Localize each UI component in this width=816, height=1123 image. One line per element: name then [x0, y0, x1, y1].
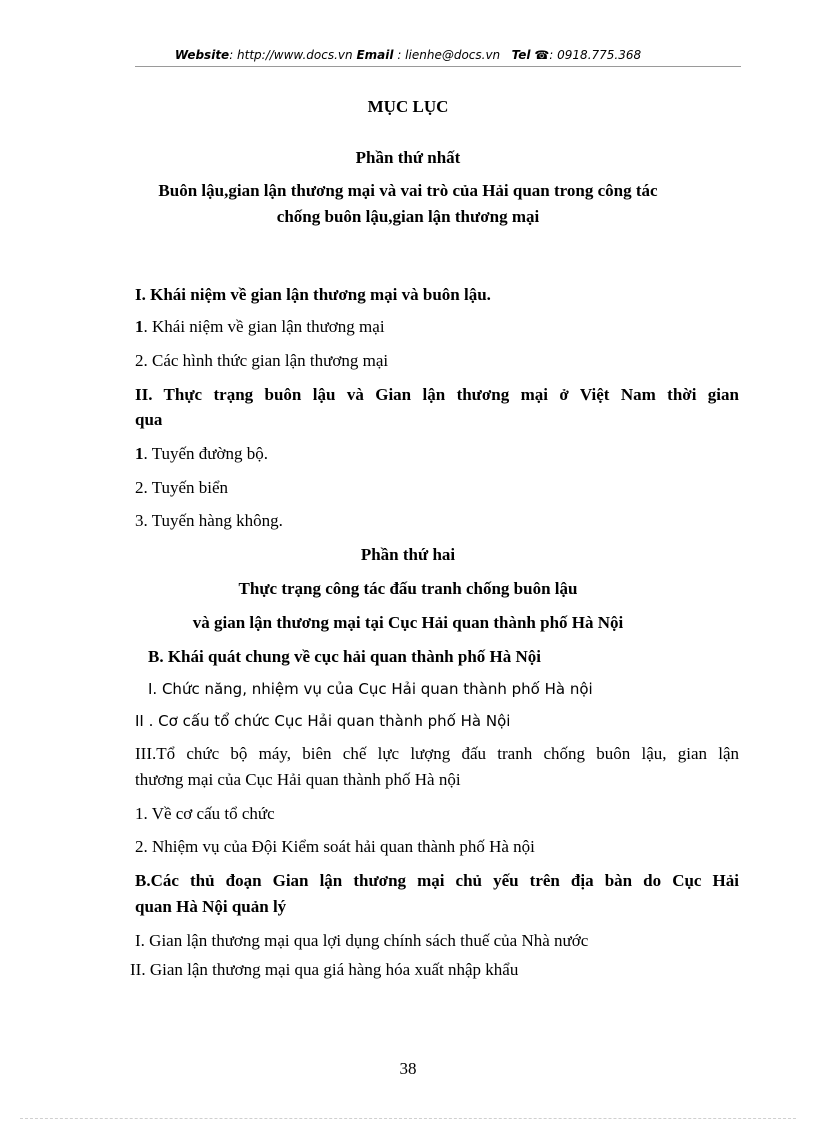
- website-url[interactable]: : http://www.docs.vn: [229, 48, 353, 62]
- toc-entry-s2-3: 3. Tuyến hàng không.: [135, 511, 283, 530]
- toc-entry-sB2-I: I. Gian lận thương mại qua lợi dụng chính sách thuế của Nhà nước: [135, 931, 589, 950]
- toc-entry-sB2-line2: quan Hà Nội quản lý: [135, 897, 287, 916]
- toc-entry-s1-1-number: 1: [135, 317, 144, 336]
- toc-entry-s1: I. Khái niệm về gian lận thương mại và buôn lậu.: [135, 285, 491, 304]
- toc-entry-sB: B. Khái quát chung về cục hải quan thành phố Hà Nội: [148, 647, 542, 666]
- toc-entry-sB-III-1: 1. Về cơ cấu tổ chức: [135, 804, 275, 823]
- toc-entry-sB2-line1: B.Các thủ đoạn Gian lận thương mại chủ yếu trên địa bàn do Cục Hải: [135, 871, 739, 890]
- toc-entry-s2-1-text: . Tuyến đường bộ.: [143, 444, 268, 463]
- toc-entry-s1-2: 2. Các hình thức gian lận thương mại: [135, 351, 389, 370]
- toc-entry-s1-1: [135, 316, 385, 338]
- header-divider: [135, 66, 741, 67]
- toc-entry-s1-1-text: . Khái niệm về gian lận thương mại: [143, 317, 385, 336]
- toc-entry-sB-III-2: 2. Nhiệm vụ của Đội Kiểm soát hải quan thành phố Hà nội: [135, 837, 535, 856]
- toc-title: MỤC LỤC: [367, 97, 449, 116]
- toc-entry-sB-II: II . Cơ cấu tổ chức Cục Hải quan thành phố Hà Nội: [135, 712, 511, 730]
- part1-subtitle-line1: Buôn lậu,gian lận thương mại và vai trò của Hải quan trong công tác: [158, 181, 658, 200]
- part2-subtitle-line1: Thực trạng công tác đấu tranh chống buôn lậu: [238, 579, 578, 598]
- tel-label: Tel: [511, 48, 531, 62]
- part1-subtitle-line2: chống buôn lậu,gian lận thương mại: [276, 207, 540, 226]
- toc-entry-sB-III-line2: thương mại của Cục Hải quan thành phố Hà nội: [135, 770, 461, 789]
- toc-entry-s2-line2: qua: [135, 410, 163, 429]
- toc-entry-s2-line1: II. Thực trạng buôn lậu và Gian lận thương mại ở Việt Nam thời gian: [135, 385, 739, 404]
- toc-entry-sB-I: I. Chức năng, nhiệm vụ của Cục Hải quan thành phố Hà nội: [148, 680, 593, 698]
- phone-icon: ☎: [534, 48, 550, 62]
- part2-subtitle-line2: và gian lận thương mại tại Cục Hải quan thành phố Hà Nội: [192, 613, 624, 632]
- email-address[interactable]: : lienhe@docs.vn: [397, 48, 501, 62]
- email-label: Email: [356, 48, 394, 62]
- toc-entry-sB-III-line1: III.Tổ chức bộ máy, biên chế lực lượng đấu tranh chống buôn lậu, gian lận: [135, 744, 739, 763]
- tel-number: : 0918.775.368: [549, 48, 642, 62]
- toc-entry-s2-2: 2. Tuyến biển: [135, 478, 229, 497]
- part2-heading: Phần thứ hai: [360, 545, 456, 564]
- page-bottom-edge: [20, 1118, 796, 1119]
- page-header: [0, 47, 816, 63]
- toc-entry-s2-1-number: 1: [135, 444, 144, 463]
- page-number: 38: [399, 1059, 417, 1078]
- website-label: Website: [174, 48, 230, 62]
- toc-entry-s2-1: [135, 443, 268, 465]
- part1-heading: Phần thứ nhất: [355, 148, 461, 167]
- toc-entry-sB2-II: II. Gian lận thương mại qua giá hàng hóa xuất nhập khẩu: [130, 960, 519, 979]
